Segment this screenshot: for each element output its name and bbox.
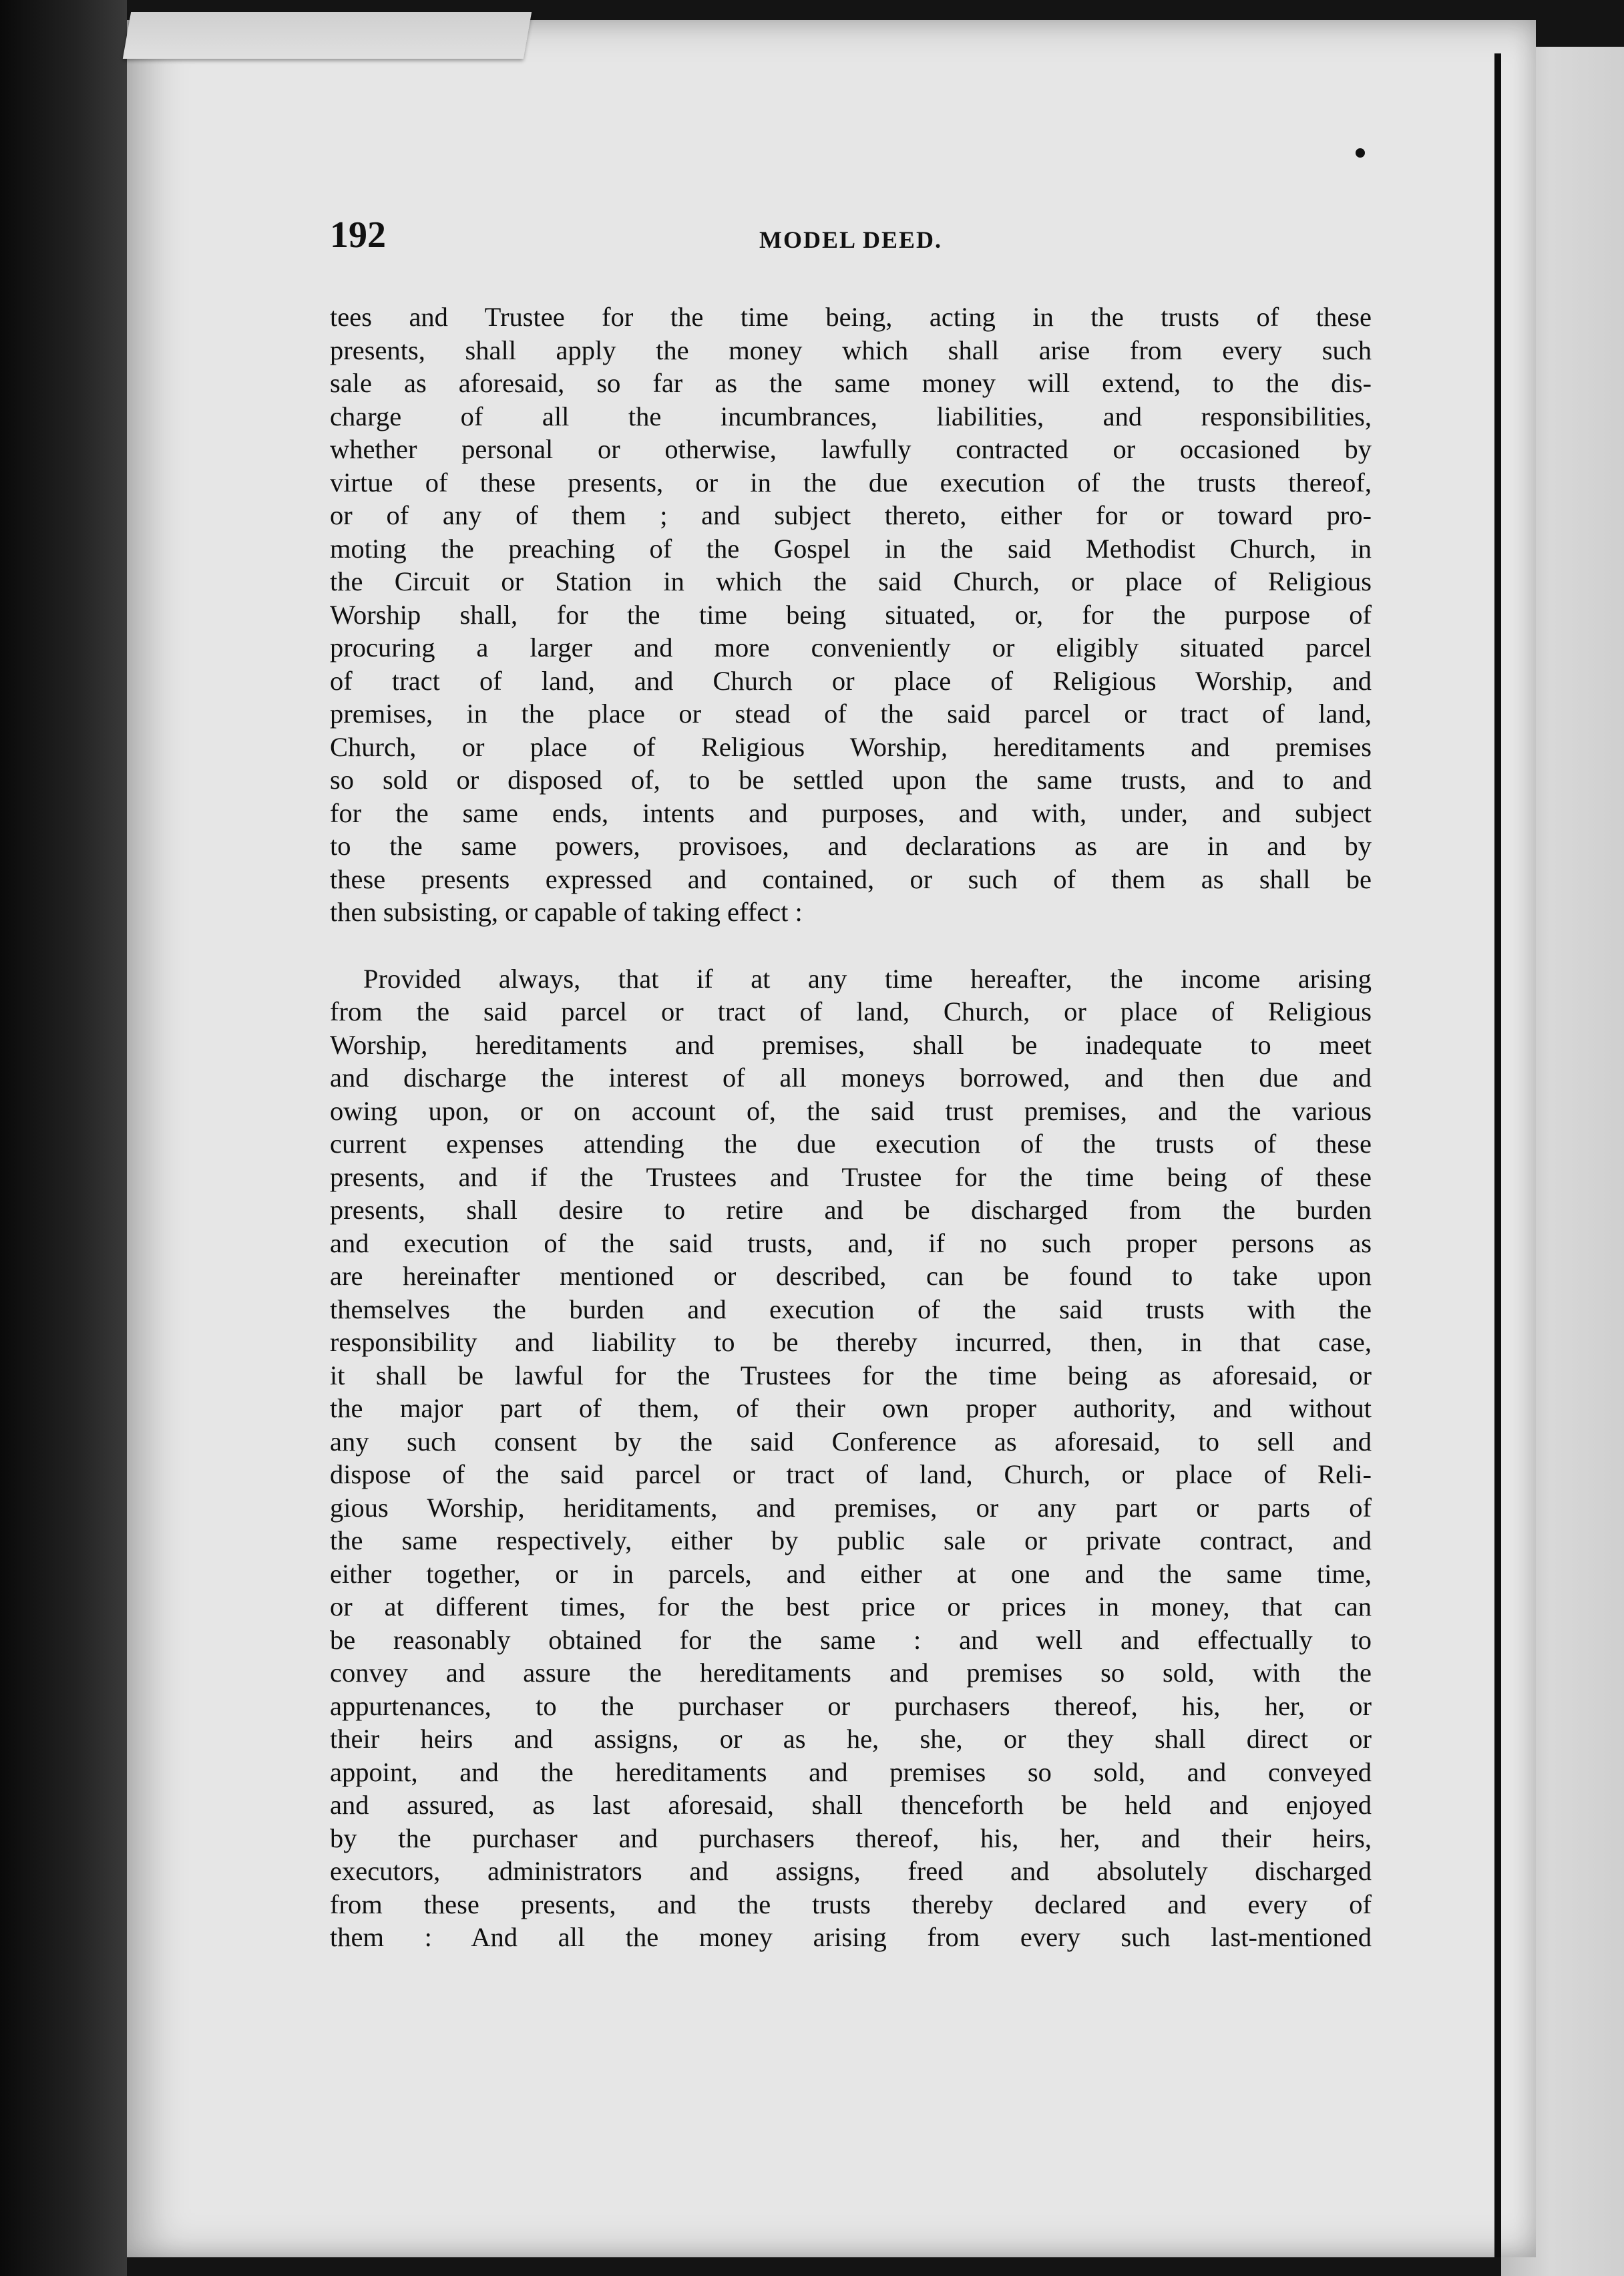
text-line: or at different times, for the best price or prices in money, that can — [330, 1591, 1372, 1622]
text-line: themselves the burden and execution of the said trusts with the — [330, 1294, 1372, 1324]
text-line: from these presents, and the trusts thereby declared and every of — [330, 1889, 1372, 1919]
text-line: Worship shall, for the time being situated, or, for the purpose of — [330, 599, 1372, 630]
text-line: it shall be lawful for the Trustees for the time being as aforesaid, or — [330, 1360, 1372, 1390]
text-line: virtue of these presents, or in the due execution of the trusts thereof, — [330, 467, 1372, 498]
text-line: presents, and if the Trustees and Trustee for the time being of these — [330, 1161, 1372, 1192]
paragraph-1 — [330, 301, 1372, 929]
text-line: tees and Trustee for the time being, acting in the trusts of these — [330, 302, 1372, 332]
text-line: responsibility and liability to be thereby incurred, then, in that case, — [330, 1327, 1372, 1357]
text-line: Provided always, that if at any time hereafter, the income arising — [363, 963, 1372, 994]
text-line: sale as aforesaid, so far as the same money will extend, to the dis- — [330, 368, 1372, 398]
text-line: by the purchaser and purchasers thereof, his, her, and their heirs, — [330, 1823, 1372, 1853]
text-line: so sold or disposed of, to be settled upon the same trusts, and to and — [330, 765, 1372, 795]
text-line: dispose of the said parcel or tract of land, Church, or place of Reli- — [330, 1459, 1372, 1489]
text-line: any such consent by the said Conference as aforesaid, to sell and — [330, 1426, 1372, 1457]
text-line: Church, or place of Religious Worship, hereditaments and premises — [330, 731, 1372, 762]
text-line: then subsisting, or capable of taking effect : — [330, 897, 803, 927]
text-line: presents, shall desire to retire and be discharged from the burden — [330, 1195, 1372, 1225]
text-line: be reasonably obtained for the same : and well and effectually to — [330, 1624, 1372, 1655]
text-line: from the said parcel or tract of land, Church, or place of Religious — [330, 996, 1372, 1026]
text-line: whether personal or otherwise, lawfully contracted or occasioned by — [330, 434, 1372, 464]
text-line: their heirs and assigns, or as he, she, or they shall direct or — [330, 1724, 1372, 1754]
text-line: these presents expressed and contained, or such of them as shall be — [330, 864, 1372, 894]
text-line: them : And all the money arising from every such last-mentioned — [330, 1922, 1372, 1952]
text-line: are hereinafter mentioned or described, can be found to take upon — [330, 1261, 1372, 1291]
text-line: and discharge the interest of all moneys borrowed, and then due and — [330, 1063, 1372, 1093]
text-line: the major part of them, of their own proper authority, and without — [330, 1393, 1372, 1423]
text-line: procuring a larger and more conveniently or eligibly situated parcel — [330, 632, 1372, 662]
page-header — [330, 214, 1372, 267]
paragraph-2 — [330, 962, 1372, 1954]
text-line: appoint, and the hereditaments and premises so sold, and conveyed — [330, 1756, 1372, 1787]
text-line: and execution of the said trusts, and, if no such proper persons as — [330, 1227, 1372, 1258]
text-line: the Circuit or Station in which the said Church, or place of Religious — [330, 566, 1372, 596]
text-line: owing upon, or on account of, the said trust premises, and the various — [330, 1095, 1372, 1126]
paragraph-gap — [330, 929, 1372, 962]
text-line: to the same powers, provisoes, and declarations as are in and by — [330, 831, 1372, 861]
text-line: of tract of land, and Church or place of Religious Worship, and — [330, 665, 1372, 696]
page-corner-fold — [123, 12, 532, 59]
text-line: convey and assure the hereditaments and premises so sold, with the — [330, 1658, 1372, 1688]
text-line: Worship, hereditaments and premises, shall be inadequate to meet — [330, 1029, 1372, 1060]
text-line: appurtenances, to the purchaser or purchasers thereof, his, her, or — [330, 1690, 1372, 1721]
running-head: MODEL DEED. — [759, 226, 943, 253]
body-text — [330, 301, 1372, 1954]
text-line: charge of all the incumbrances, liabilities, and responsibilities, — [330, 401, 1372, 431]
text-line: or of any of them ; and subject thereto, either for or toward pro- — [330, 500, 1372, 530]
scan-left-edge — [0, 0, 127, 2276]
text-line: for the same ends, intents and purposes, and with, under, and subject — [330, 797, 1372, 828]
text-line: the same respectively, either by public sale or private contract, and — [330, 1525, 1372, 1555]
text-line: and assured, as last aforesaid, shall thenceforth be held and enjoyed — [330, 1790, 1372, 1820]
ink-speck — [1356, 148, 1365, 158]
text-line: executors, administrators and assigns, freed and absolutely discharged — [330, 1856, 1372, 1886]
text-line: either together, or in parcels, and either at one and the same time, — [330, 1558, 1372, 1589]
text-line: presents, shall apply the money which shall arise from every such — [330, 335, 1372, 365]
page-number: 192 — [330, 214, 386, 256]
text-line: moting the preaching of the Gospel in the said Methodist Church, in — [330, 533, 1372, 564]
book-spine-shadow — [1494, 53, 1501, 2257]
text-line: current expenses attending the due execution of the trusts of these — [330, 1129, 1372, 1159]
text-line: premises, in the place or stead of the said parcel or tract of land, — [330, 699, 1372, 729]
text-line: gious Worship, heriditaments, and premises, or any part or parts of — [330, 1492, 1372, 1523]
